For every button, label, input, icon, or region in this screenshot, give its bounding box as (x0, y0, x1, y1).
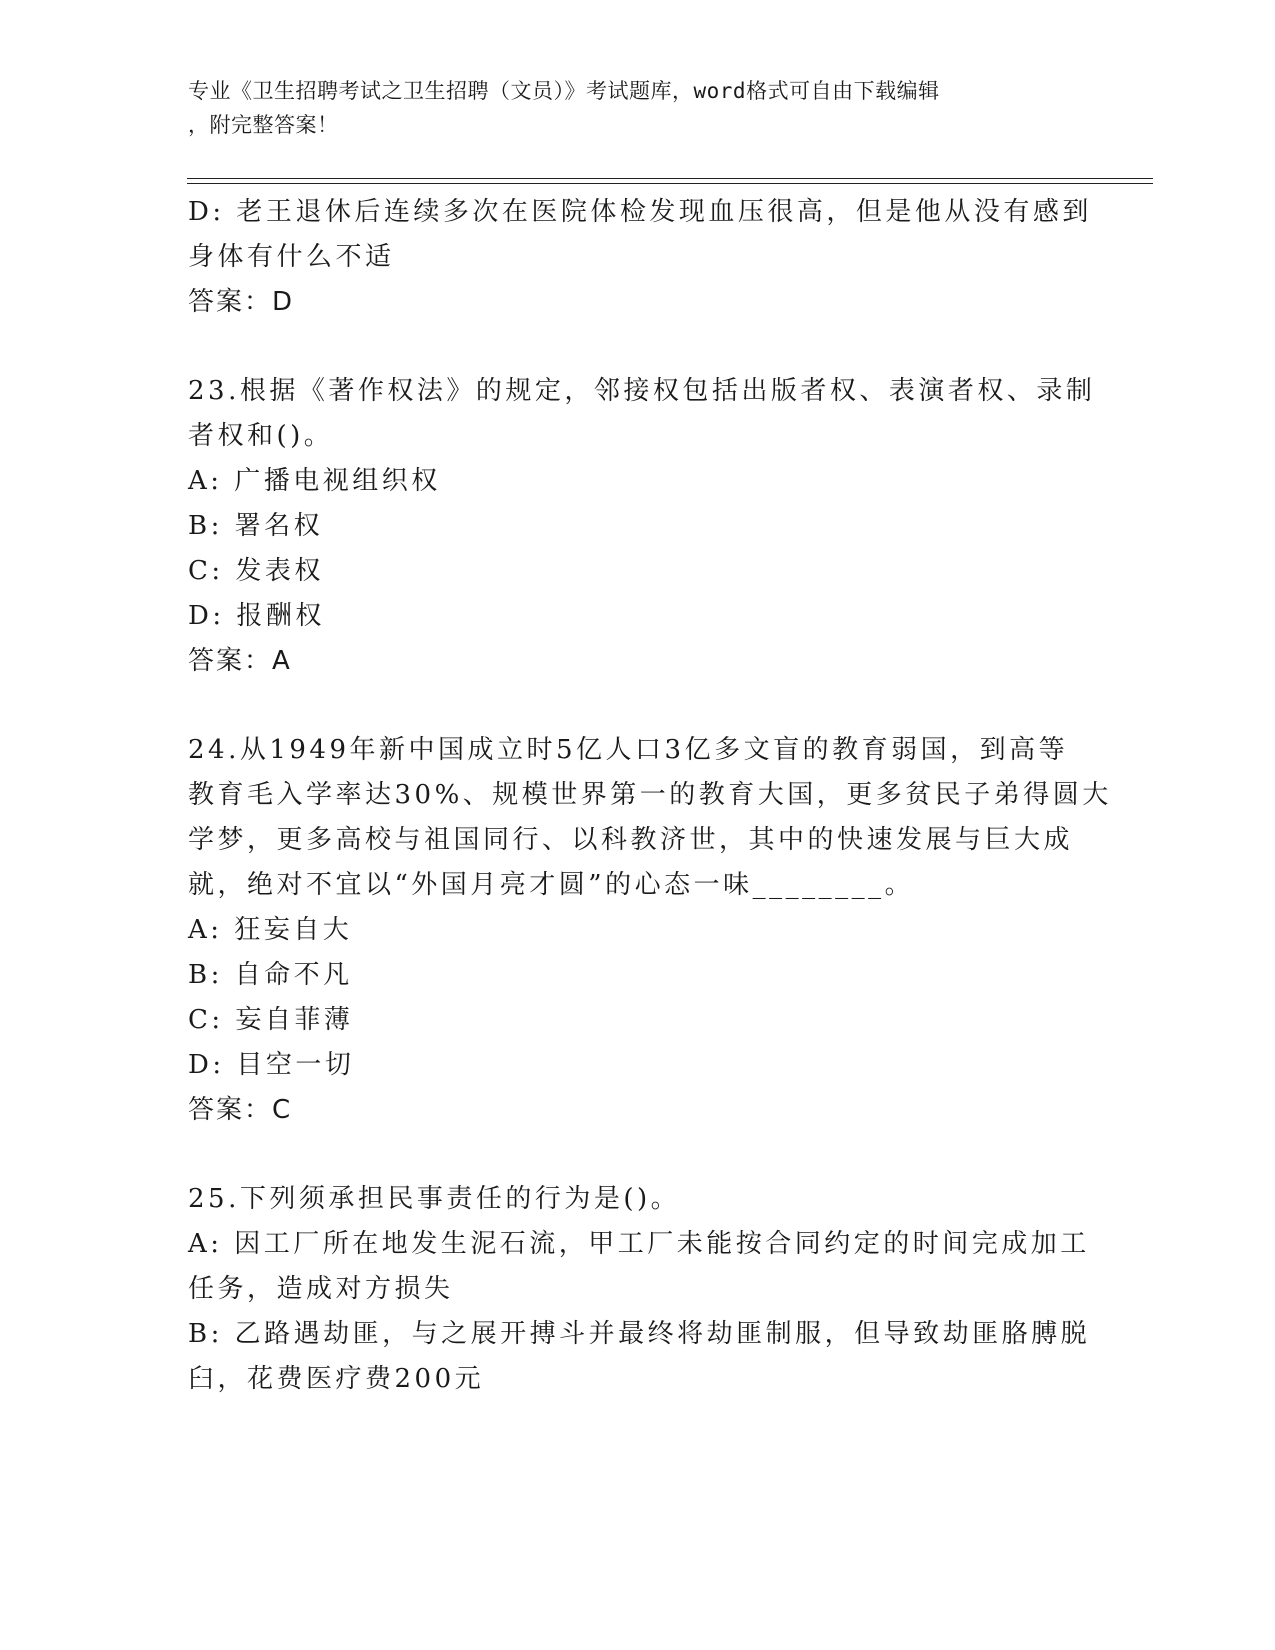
q25-option-b-line1: B: 乙路遇劫匪，与之展开搏斗并最终将劫匪制服，但导致劫匪胳膊脱 (188, 1319, 1091, 1349)
q24-stem-line2: 教育毛入学率达30%、规模世界第一的教育大国，更多贫民子弟得圆大 (188, 780, 1112, 810)
q24-option-b: B: 自命不凡 (188, 960, 353, 990)
q25-option-b-line2: 臼，花费医疗费200元 (188, 1364, 485, 1394)
question-25 (188, 1177, 1091, 1402)
question-list (188, 190, 1112, 1402)
question-spacer (188, 1133, 1088, 1177)
q22-option-d-line2: 身体有什么不适 (188, 242, 395, 272)
q23-option-a: A: 广播电视组织权 (188, 466, 441, 496)
q23-option-b: B: 署名权 (188, 511, 324, 541)
q24-option-d: D: 目空一切 (188, 1050, 355, 1080)
header-divider-top (187, 178, 1153, 179)
q23-stem-line2: 者权和()。 (188, 421, 334, 451)
q24-stem-line1: 24.从1949年新中国成立时5亿人口3亿多文盲的教育弱国，到高等 (188, 735, 1069, 765)
q25-stem-line1: 25.下列须承担民事责任的行为是()。 (188, 1184, 681, 1214)
header-divider-bottom (187, 183, 1153, 184)
question-24 (188, 728, 1112, 1133)
q24-stem-line3: 学梦，更多高校与祖国同行、以科教济世，其中的快速发展与巨大成 (188, 825, 1074, 855)
q25-option-a-line2: 任务，造成对方损失 (188, 1274, 454, 1304)
q24-answer: 答案：C (188, 1095, 293, 1125)
q22-answer: 答案：D (188, 287, 295, 317)
header-title-line2: ，附完整答案！ (188, 113, 339, 137)
q24-option-a: A: 狂妄自大 (188, 915, 353, 945)
q23-option-d: D: 报酬权 (188, 601, 325, 631)
q23-stem-line1: 23.根据《著作权法》的规定，邻接权包括出版者权、表演者权、录制 (188, 376, 1096, 406)
q22-option-d-line1: D: 老王退休后连续多次在医院体检发现血压很高，但是他从没有感到 (188, 197, 1092, 227)
q25-option-a-line1: A: 因工厂所在地发生泥石流，甲工厂未能按合同约定的时间完成加工 (188, 1229, 1090, 1259)
question-23 (188, 369, 1096, 684)
question-spacer (188, 684, 1088, 728)
page-header (188, 74, 1068, 142)
question-spacer (188, 325, 1088, 369)
header-title-line1: 专业《卫生招聘考试之卫生招聘（文员）》考试题库，word格式可自由下载编辑 (188, 79, 940, 103)
q23-option-c: C: 发表权 (188, 556, 324, 586)
q24-option-c: C: 妄自菲薄 (188, 1005, 354, 1035)
q24-stem-line4: 就，绝对不宜以“外国月亮才圆”的心态一味________。 (188, 870, 915, 900)
q23-answer: 答案：A (188, 646, 292, 676)
question-22 (188, 190, 1092, 325)
